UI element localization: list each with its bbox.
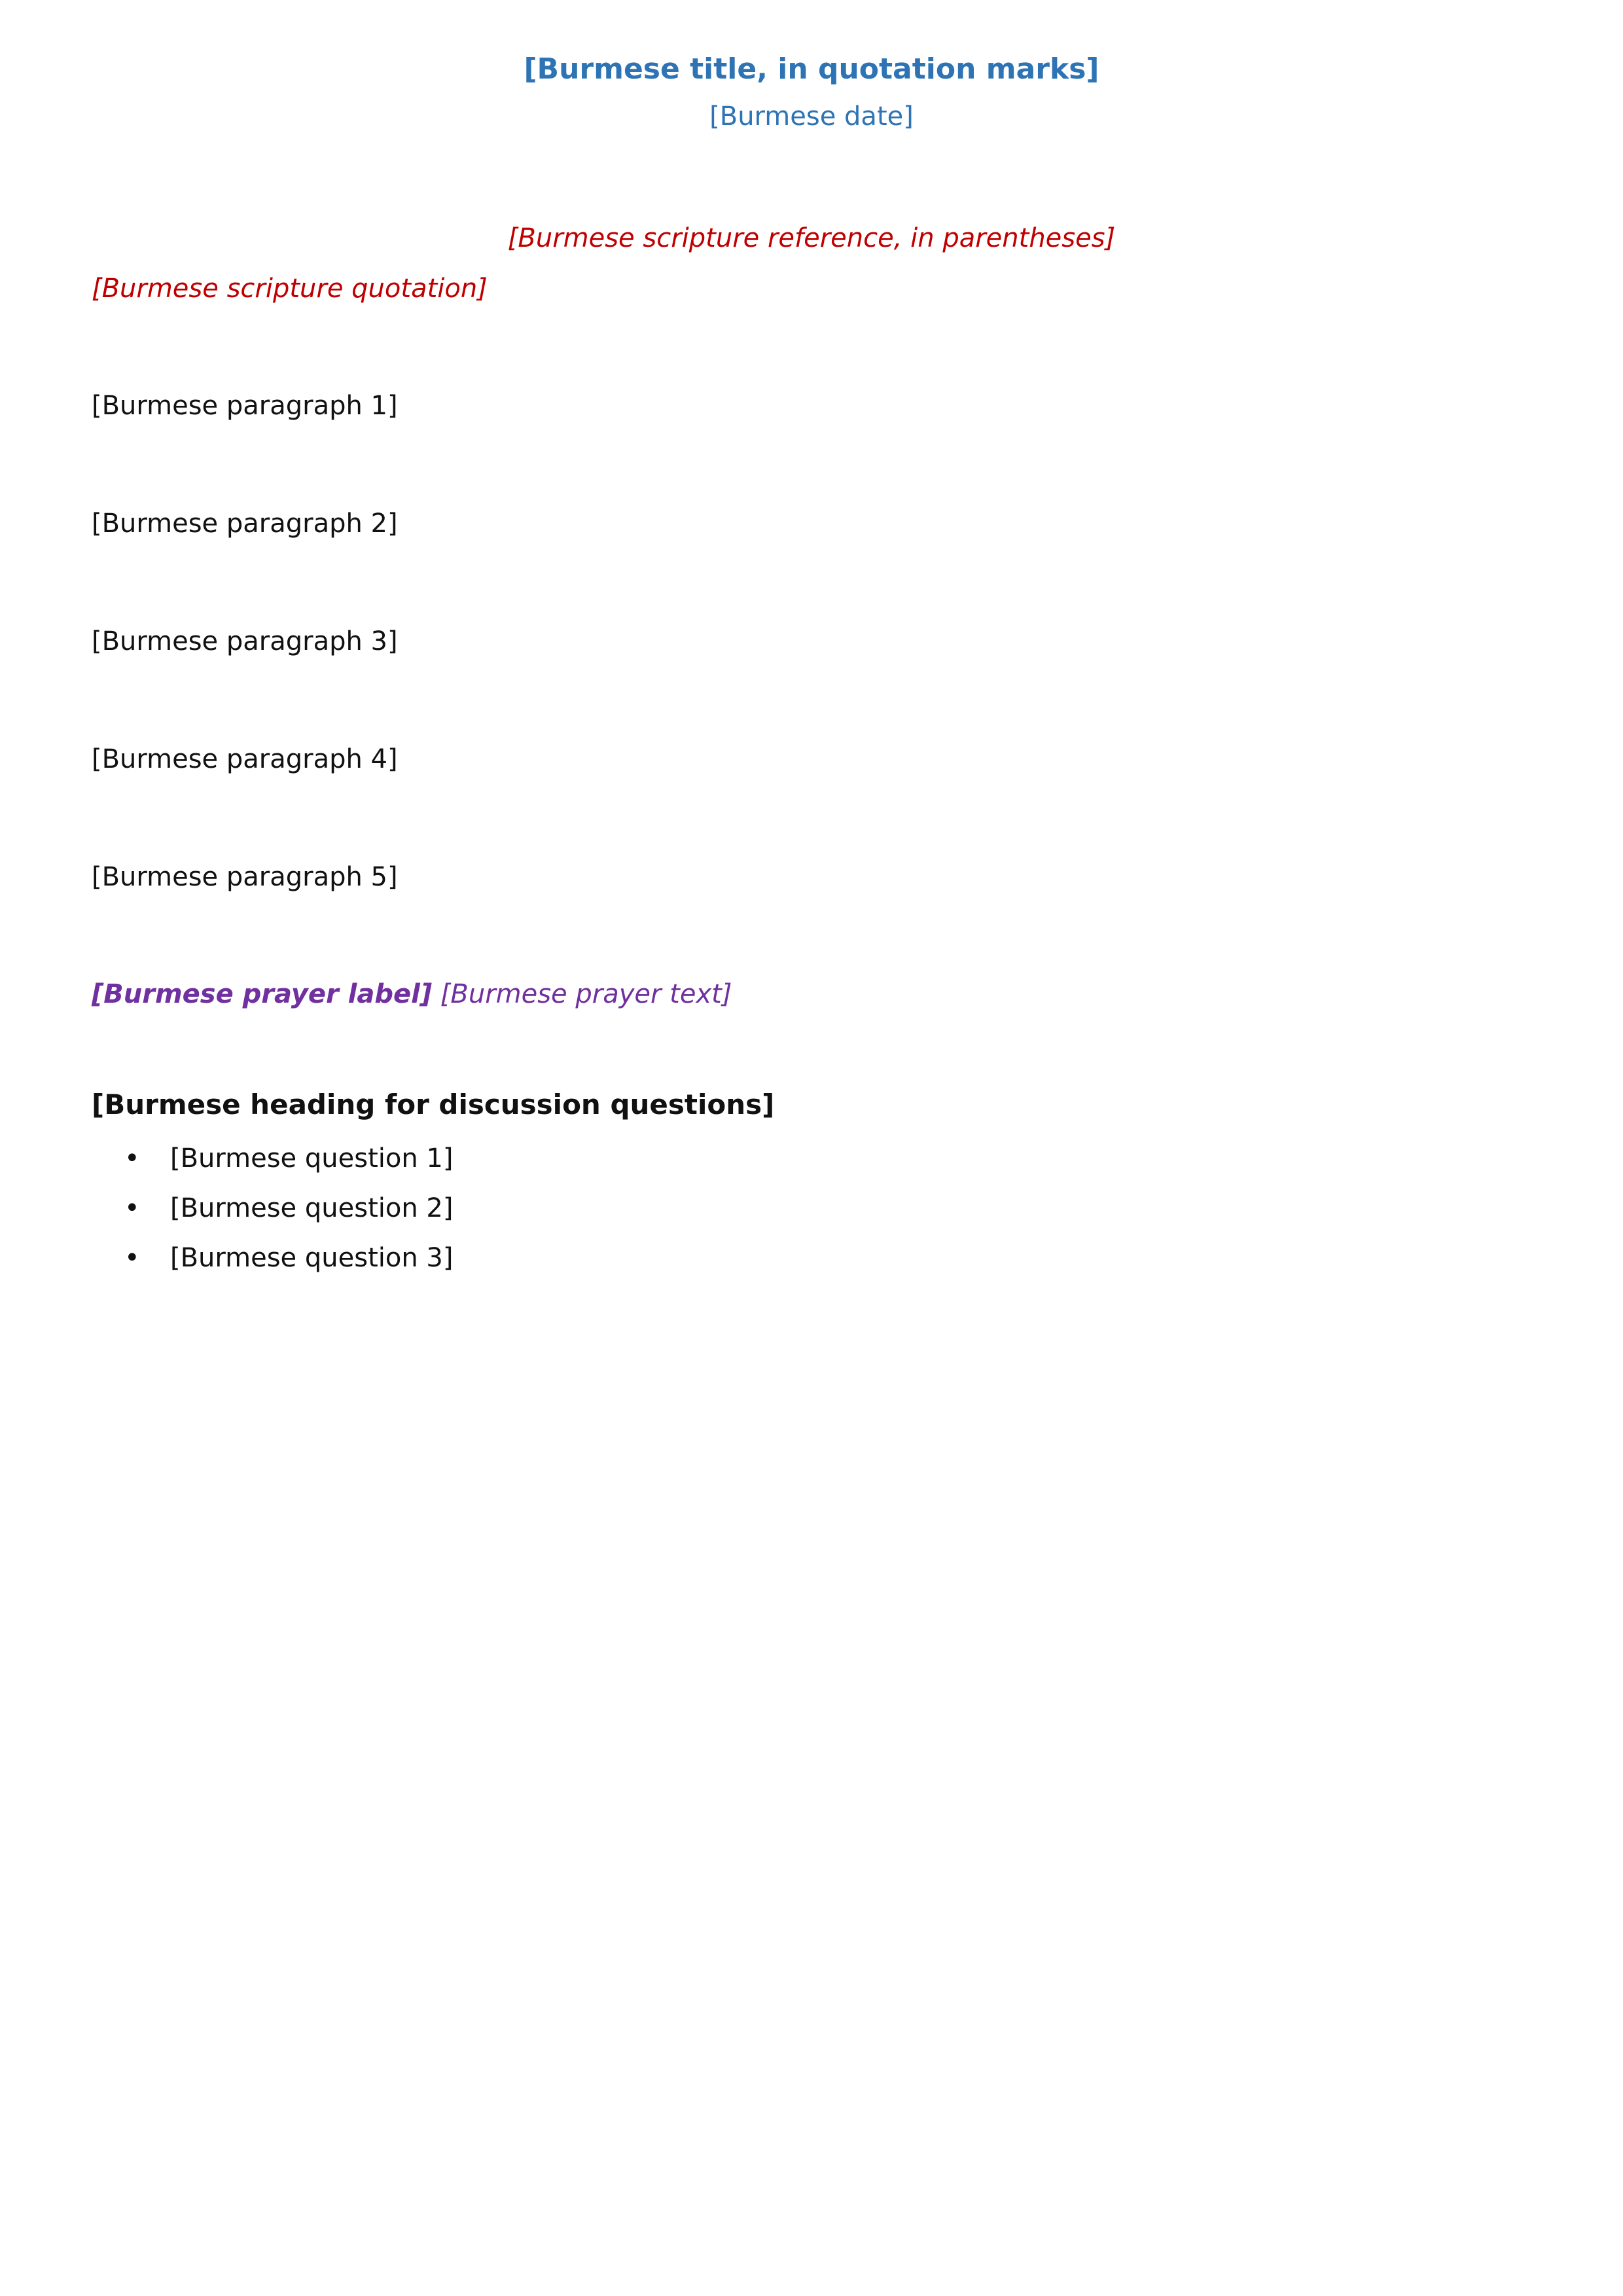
questions-heading: [Burmese heading for discussion questions] (92, 1088, 775, 1121)
scripture-reference: [Burmese scripture reference, in parentheses] (507, 223, 1116, 253)
body-paragraph-1: [Burmese paragraph 1] (92, 391, 398, 421)
prayer-text: [Burmese prayer text] (440, 979, 732, 1009)
bullet-icon: • (124, 1143, 140, 1174)
question-text: [Burmese question 3] (170, 1243, 454, 1273)
question-text: [Burmese question 2] (170, 1193, 454, 1223)
question-item (92, 1183, 1531, 1233)
body-paragraph-4: [Burmese paragraph 4] (92, 744, 398, 774)
scripture-quote: [Burmese scripture quotation] (92, 274, 488, 304)
document-page (92, 52, 1531, 1283)
prayer-section (92, 972, 1531, 1016)
body-paragraph-2: [Burmese paragraph 2] (92, 509, 398, 539)
page-title: [Burmese title, in quotation marks] (524, 52, 1099, 86)
question-item (92, 1233, 1531, 1283)
page-date: [Burmese date] (709, 101, 914, 132)
prayer-label: [Burmese prayer label] (92, 979, 433, 1009)
bullet-icon: • (124, 1193, 140, 1223)
body-paragraph-5: [Burmese paragraph 5] (92, 862, 398, 892)
bullet-icon: • (124, 1243, 140, 1273)
question-text: [Burmese question 1] (170, 1143, 454, 1174)
question-item (92, 1134, 1531, 1183)
body-paragraph-3: [Burmese paragraph 3] (92, 626, 398, 656)
questions-list (92, 1134, 1531, 1283)
